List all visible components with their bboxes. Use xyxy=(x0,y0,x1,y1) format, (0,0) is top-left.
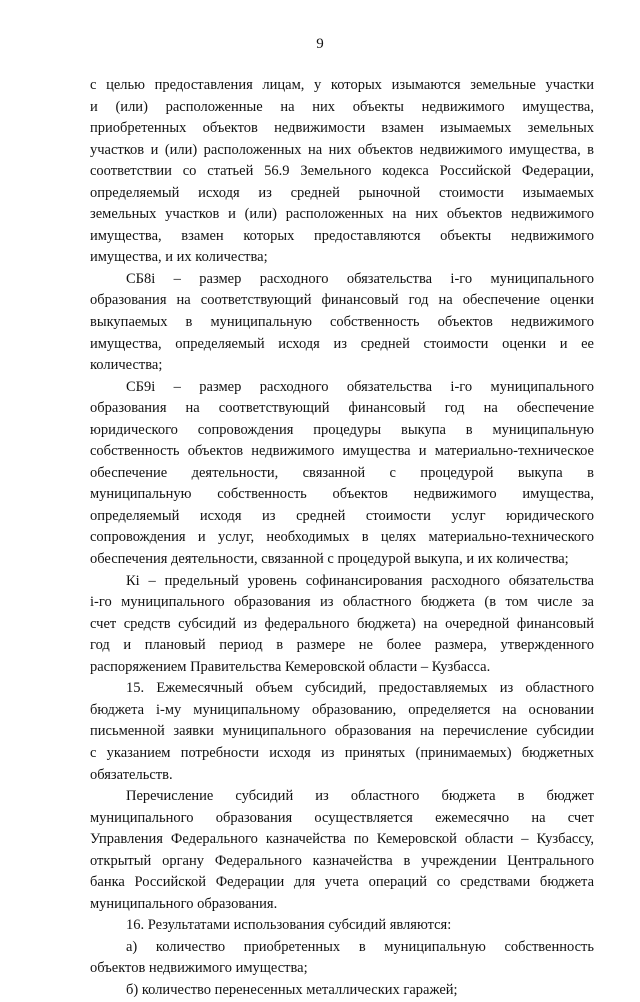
text-line: муниципальную собственность объектов недвижимого имущества, xyxy=(90,486,594,503)
text-line: определяемый исходя из средней рыночной стоимости изымаемых xyxy=(90,184,594,201)
text-line: муниципального образования осуществляется ежемесячно на счет xyxy=(90,809,594,826)
text-line: обеспечения деятельности, связанной с процедурой выкупа, и их количества; xyxy=(90,551,569,568)
paragraph xyxy=(90,786,594,915)
text-line: соответствии со статьей 56.9 Земельного кодекса Российской Федерации, xyxy=(90,163,594,180)
text-line: образования на соответствующий финансовый год на обеспечение xyxy=(90,400,594,417)
paragraph xyxy=(90,75,594,269)
text-line: земельных участков и (или) расположенных на них объектов недвижимого xyxy=(90,206,594,223)
text-line: муниципального образования. xyxy=(90,895,278,912)
text-line: с указанием потребности исходя из принятых (принимаемых) бюджетных xyxy=(90,744,594,761)
text-line: имущества, взамен которых предоставляются объекты недвижимого xyxy=(90,227,594,244)
text-line: с целью предоставления лицам, у которых изымаются земельные участки xyxy=(90,77,594,93)
paragraph xyxy=(90,915,594,937)
text-line: письменной заявки муниципального образования на перечисление субсидии xyxy=(90,723,594,740)
text-line: Кi – предельный уровень софинансирования расходного обязательства xyxy=(126,572,594,589)
paragraph xyxy=(90,678,594,786)
paragraph xyxy=(90,937,594,980)
text-line: счет средств субсидий из федерального бюджета) на очередной финансовый xyxy=(90,615,594,632)
text-line: бюджета i-му муниципальному образованию, определяется на основании xyxy=(90,701,594,718)
text-line: количества; xyxy=(90,357,163,374)
page-number: 9 xyxy=(316,36,324,52)
paragraph xyxy=(90,269,594,377)
text-line: юридического сопровождения процедуры выкупа в муниципальную xyxy=(90,421,594,438)
text-line: СБ8i – размер расходного обязательства i-го муниципального xyxy=(126,270,594,287)
text-line: сопровождения и услуг, необходимых в целях материально-технического xyxy=(90,529,594,546)
document-body xyxy=(90,75,594,1002)
paragraph xyxy=(90,377,594,571)
text-line: имущества, определяемый исходя из средней стоимости оценки и ее xyxy=(90,335,594,352)
text-line: б) количество перенесенных металлических гаражей; xyxy=(126,981,458,998)
text-line: собственность объектов недвижимого имущества и материально-техническое xyxy=(90,443,594,460)
text-line: а) количество приобретенных в муниципальную собственность xyxy=(126,938,594,955)
text-line: Перечисление субсидий из областного бюджета в бюджет xyxy=(126,788,594,805)
text-line: и (или) расположенные на них объекты недвижимого имущества, xyxy=(90,98,594,115)
text-line: год и плановый период в размере не более размера, утвержденного xyxy=(90,637,594,654)
text-line: обязательств. xyxy=(90,766,173,783)
text-line: СБ9i – размер расходного обязательства i-го муниципального xyxy=(126,378,594,395)
text-line: образования на соответствующий финансовый год на обеспечение оценки xyxy=(90,292,594,309)
text-line: приобретенных объектов недвижимости взамен изымаемых земельных xyxy=(90,120,594,137)
text-line: выкупаемых в муниципальную собственность объектов недвижимого xyxy=(90,314,594,331)
paragraph xyxy=(90,980,594,1002)
text-line: определяемый исходя из средней стоимости услуг юридического xyxy=(90,507,594,524)
text-line: открытый органу Федерального казначейства в учреждении Центрального xyxy=(90,852,594,869)
text-line: распоряжением Правительства Кемеровской области – Кузбасса. xyxy=(90,658,491,675)
text-line: имущества, и их количества; xyxy=(90,249,268,266)
text-line: обеспечение деятельности, связанной с процедурой выкупа в xyxy=(90,464,594,481)
paragraph xyxy=(90,571,594,679)
text-line: 15. Ежемесячный объем субсидий, предоставляемых из областного xyxy=(126,680,594,697)
text-line: объектов недвижимого имущества; xyxy=(90,960,308,977)
text-line: 16. Результатами использования субсидий являются: xyxy=(126,917,452,934)
text-line: Управления Федерального казначейства по Кемеровской области – Кузбассу, xyxy=(90,831,594,848)
text-line: i-го муниципального образования из областного бюджета (в том числе за xyxy=(90,594,594,611)
text-line: участков и (или) расположенных на них объектов недвижимого имущества, в xyxy=(90,141,594,158)
text-line: банка Российской Федерации для учета операций со средствами бюджета xyxy=(90,874,594,891)
